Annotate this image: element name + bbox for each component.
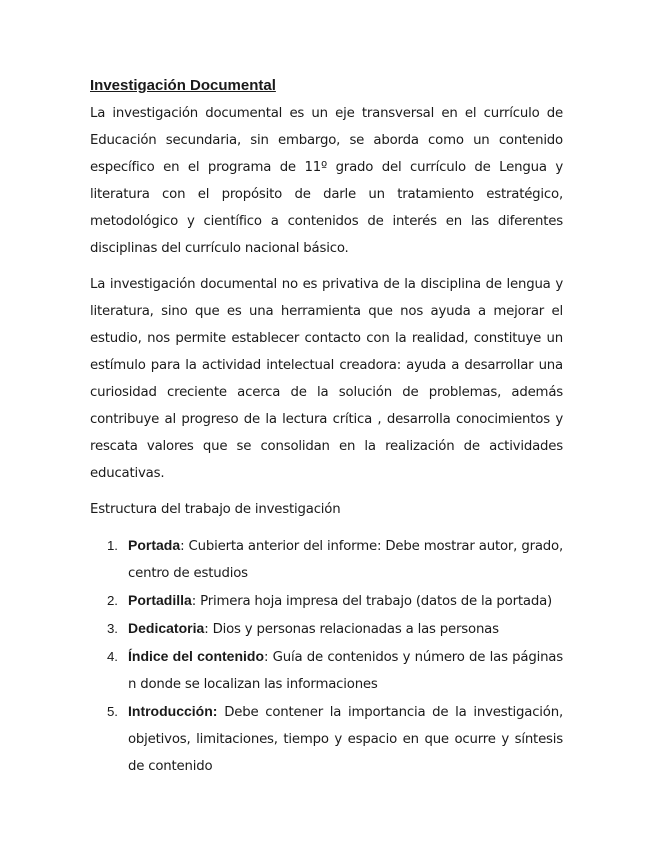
list-item (90, 532, 563, 587)
list-item-number: 1. (107, 538, 118, 553)
paragraph-purpose: La investigación documental no es privativa de la disciplina de lengua y literatura, sino que es una herramienta que nos ayuda a mejorar el estudio, nos permite establecer contacto con la realidad, constituye un estímulo para la actividad intelectual creadora: ayuda a desarrollar una curiosidad creciente acerca de la solución de problemas, además contribuye al progreso de la lectura crítica , desarrolla conocimientos y rescata valores que se consolidan en la realización de actividades educativas. (90, 277, 563, 481)
list-item-separator: : (264, 650, 273, 665)
list-item-text: Cubierta anterior del informe: Debe mostrar autor, grado, centro de estudios (128, 539, 563, 581)
list-item-term: Introducción: (128, 703, 218, 719)
list-item-term: Portadilla (128, 592, 192, 608)
list-item-separator: : (204, 622, 213, 637)
list-item-text: Debe contener la importancia de la investigación, objetivos, limitaciones, tiempo y espacio en que ocurre y síntesis de contenido (128, 705, 563, 774)
list-item (90, 643, 563, 698)
structure-list (90, 532, 563, 780)
paragraph-intro: La investigación documental es un eje transversal en el currículo de Educación secundaria, sin embargo, se aborda como un contenido específico en el programa de 11º grado del currículo de Lengua y literatura con el propósito de darle un tratamiento estratégico, metodológico y científico a contenidos de interés en las diferentes disciplinas del currículo nacional básico. (90, 106, 563, 256)
list-item-text: Guía de contenidos y número de las páginas n donde se localizan las informaciones (128, 650, 563, 692)
list-item-term: Dedicatoria (128, 620, 205, 636)
list-item-separator: : (191, 594, 201, 609)
structure-heading: Estructura del trabajo de investigación (90, 502, 341, 517)
list-item (90, 587, 563, 615)
list-item-term: Portada (128, 537, 181, 553)
list-item (90, 615, 563, 643)
list-item-separator: : (180, 539, 189, 554)
list-item-text: Dios y personas relacionadas a las personas (212, 622, 499, 637)
list-item-number: 5. (107, 704, 118, 719)
document-title: Investigación Documental (90, 77, 276, 94)
document-page (90, 74, 563, 780)
list-item (90, 698, 563, 780)
list-item-number: 2. (107, 593, 118, 608)
list-item-number: 3. (107, 621, 118, 636)
list-item-number: 4. (107, 649, 118, 664)
list-item-term: Índice del contenido (128, 648, 264, 664)
list-item-text: Primera hoja impresa del trabajo (datos de la portada) (200, 594, 553, 609)
